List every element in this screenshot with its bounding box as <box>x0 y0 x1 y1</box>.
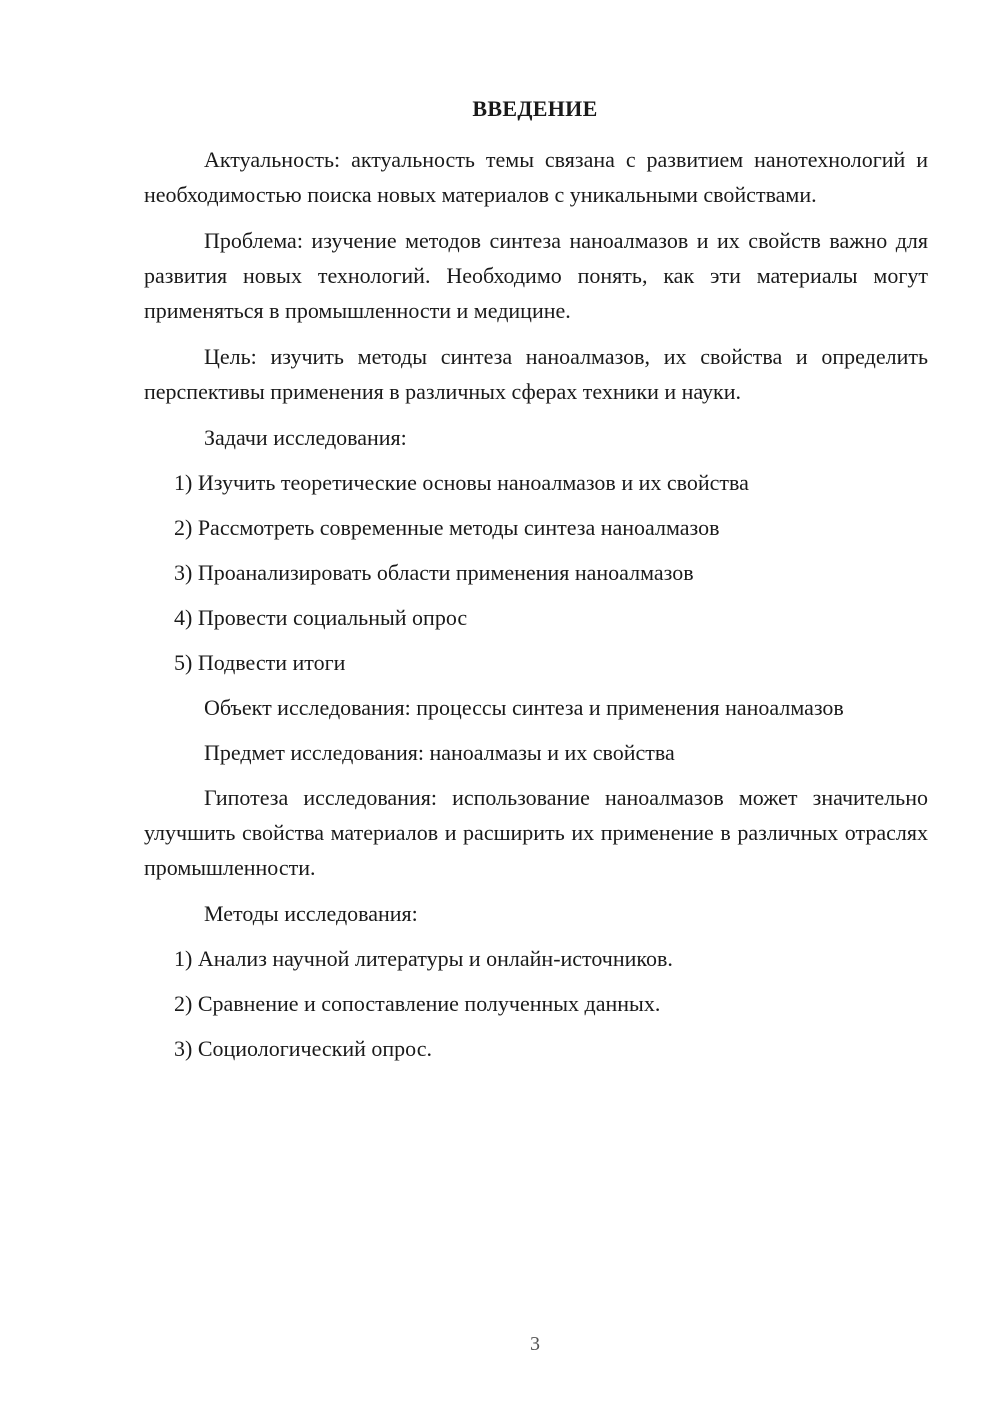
list-item: 3) Проанализировать области применения наноалмазов <box>174 560 694 585</box>
section-title: ВВЕДЕНИЕ <box>472 96 598 121</box>
list-item: 5) Подвести итоги <box>174 650 346 675</box>
hypothesis-paragraph: Гипотеза исследования: использование наноалмазов может значительно улучшить свойства материалов и расширить их применение в различных отраслях промышленности. <box>144 785 928 880</box>
list-item: 3) Социологический опрос. <box>174 1036 432 1061</box>
page-number: 3 <box>530 1333 540 1355</box>
tasks-heading: Задачи исследования: <box>204 425 407 450</box>
object-paragraph: Объект исследования: процессы синтеза и применения наноалмазов <box>204 695 844 720</box>
methods-list <box>144 941 928 1066</box>
relevance-paragraph: Актуальность: актуальность темы связана с развитием нанотехнологий и необходимостью поиска новых материалов с уникальными свойствами. <box>144 147 928 207</box>
list-item: 2) Сравнение и сопоставление полученных данных. <box>174 991 661 1016</box>
list-item: 4) Провести социальный опрос <box>174 605 468 630</box>
goal-paragraph: Цель: изучить методы синтеза наноалмазов, их свойства и определить перспективы применения в различных сферах техники и науки. <box>144 344 928 404</box>
introduction-body <box>144 142 928 1076</box>
list-item: 1) Изучить теоретические основы наноалмазов и их свойства <box>174 470 749 495</box>
list-item: 2) Рассмотреть современные методы синтеза наноалмазов <box>174 515 720 540</box>
list-item: 1) Анализ научной литературы и онлайн-источников. <box>174 946 673 971</box>
methods-heading: Методы исследования: <box>204 901 418 926</box>
tasks-list <box>144 465 928 680</box>
subject-paragraph: Предмет исследования: наноалмазы и их свойства <box>204 740 675 765</box>
problem-paragraph: Проблема: изучение методов синтеза наноалмазов и их свойств важно для развития новых технологий. Необходимо понять, как эти материалы могут применяться в промышленности и медицине. <box>144 228 928 323</box>
